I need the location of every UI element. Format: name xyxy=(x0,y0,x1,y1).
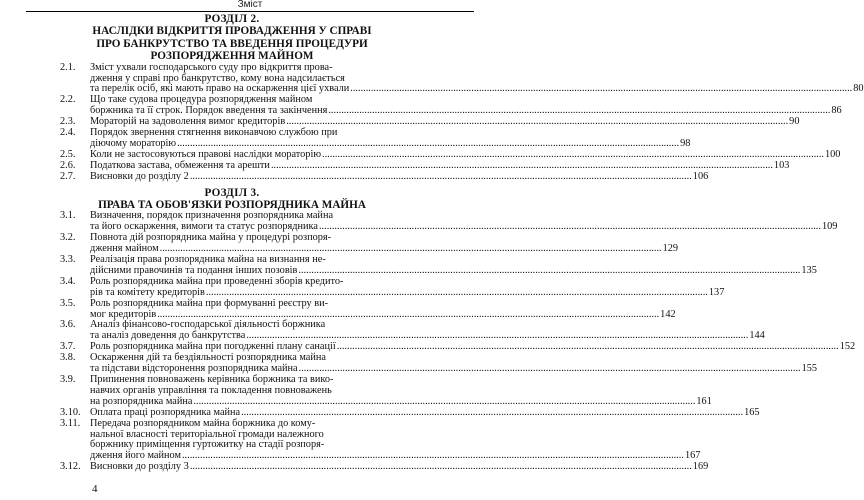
page-number: 4 xyxy=(92,483,98,495)
toc-entry-line: Припинення повноважень керівника боржника та вико- xyxy=(90,374,334,385)
toc-entry-number: 3.4. xyxy=(60,275,76,287)
toc-entry-line: дження майном xyxy=(90,243,159,255)
toc-entry-line: та підстави відсторонення розпорядника майна xyxy=(90,363,298,375)
dot-leader xyxy=(299,364,801,375)
section-title-line: ПРАВА ТА ОБОВ'ЯЗКИ РОЗПОРЯДНИКА МАЙНА xyxy=(98,199,366,211)
toc-entry[interactable] xyxy=(60,127,691,150)
toc-entry-number: 3.5. xyxy=(60,297,76,309)
toc-entry[interactable] xyxy=(60,417,701,463)
toc-entry-line: боржника та її строк. Порядок введення та закінчення xyxy=(90,105,328,117)
dot-leader xyxy=(319,222,821,233)
dot-leader xyxy=(337,342,839,353)
section-number: РОЗДІЛ 3. xyxy=(204,186,260,199)
toc-entry-number: 3.10. xyxy=(60,406,81,418)
toc-entry-text xyxy=(90,375,712,408)
toc-entry-page: 167 xyxy=(684,450,701,462)
toc-entry-line: боржнику приміщення гуртожитку на стадії розпоря- xyxy=(90,439,325,451)
toc-entry-number: 3.2. xyxy=(60,232,76,244)
toc-entry-page: 135 xyxy=(801,264,817,276)
toc-entry-line: навчих органів управління та покладення повноважень xyxy=(90,384,332,396)
toc-entry[interactable] xyxy=(60,94,842,117)
toc-entry-number: 2.2. xyxy=(60,94,76,106)
toc-entry-lastline xyxy=(90,408,760,419)
toc-entry-page: 98 xyxy=(680,137,691,149)
toc-entry[interactable] xyxy=(60,61,864,96)
toc-entry-number: 3.12. xyxy=(60,461,81,473)
toc-entry-number: 3.7. xyxy=(60,341,76,353)
toc-entry-text xyxy=(90,211,837,233)
toc-entry[interactable] xyxy=(60,461,709,473)
toc-entry-text xyxy=(90,408,760,419)
toc-entry-line: та його оскарження, вимоги та статус розпорядника xyxy=(90,221,318,233)
toc-entry-text xyxy=(90,172,708,183)
toc-entry-number: 2.4. xyxy=(60,127,76,139)
toc-entry-number: 2.5. xyxy=(60,148,76,160)
toc-entry-line: Мораторій на задоволення вимог кредиторів xyxy=(90,116,286,128)
toc-entry-line: Висновки до розділу 3 xyxy=(90,461,189,473)
toc-entry[interactable] xyxy=(60,352,818,375)
toc-entry-line: Порядок звернення стягнення виконавчою службою при xyxy=(90,127,338,139)
header-rule xyxy=(26,11,474,12)
toc-entry-page: 129 xyxy=(662,243,679,255)
toc-entry-text xyxy=(90,277,724,299)
toc-entry-text xyxy=(90,63,864,96)
toc-entry-lastline xyxy=(90,462,708,473)
toc-entry-page: 106 xyxy=(692,170,709,182)
toc-entry[interactable] xyxy=(60,232,679,255)
dot-leader xyxy=(298,266,800,277)
toc-entry-line: діючому мораторію xyxy=(90,137,177,149)
toc-entry-page: 109 xyxy=(821,221,838,233)
section-title xyxy=(60,13,404,63)
toc-entry-line: Що таке судова процедура розпорядження майном xyxy=(90,94,313,106)
section-number: РОЗДІЛ 2. xyxy=(204,13,260,25)
toc-entry-page: 90 xyxy=(789,116,800,128)
toc-entry-page: 103 xyxy=(773,159,790,171)
toc-entry-number: 2.1. xyxy=(60,61,76,73)
toc-entry-page: 165 xyxy=(744,406,760,418)
section-title-line: НАСЛІДКИ ВІДКРИТТЯ ПРОВАДЖЕННЯ У СПРАВІ xyxy=(92,25,372,38)
toc-entry-text xyxy=(90,95,842,117)
toc-entry-lastline xyxy=(90,172,708,183)
toc-entry-line: Передача розпорядником майна боржника до кому- xyxy=(90,417,316,429)
toc-entry-line: Коли не застосовуються правові наслідки мораторію xyxy=(90,148,322,160)
toc-entry-page: 169 xyxy=(692,461,709,473)
toc-entry-page: 100 xyxy=(825,148,841,160)
dot-leader xyxy=(190,462,692,473)
toc-entry-text xyxy=(90,320,765,342)
toc-entry-line: та перелік осіб, які мають право на оскарження цієї ухвали xyxy=(90,83,350,95)
toc-entry-page: 161 xyxy=(696,395,712,407)
toc-entry-page: 155 xyxy=(801,363,818,375)
toc-entry-line: на розпорядника майна xyxy=(90,395,193,407)
toc-entry-line: та аналіз доведення до банкрутства xyxy=(90,330,246,342)
toc-entry-line: Висновки до розділу 2 xyxy=(90,170,189,182)
toc-entry-line: Податкова застава, обмеження та арешти xyxy=(90,159,270,171)
toc-entry-number: 2.6. xyxy=(60,159,76,171)
toc-entry-line: Визначення, порядок призначення розпорядника майна xyxy=(90,210,334,222)
toc-entry[interactable] xyxy=(60,297,676,321)
toc-entry[interactable] xyxy=(60,319,765,342)
toc-entry[interactable] xyxy=(60,374,712,408)
toc-list xyxy=(60,61,864,183)
toc-entry-text xyxy=(90,353,817,375)
toc-entry-page: 144 xyxy=(749,330,765,342)
toc-entry-number: 3.8. xyxy=(60,352,76,364)
table-of-contents xyxy=(60,13,864,473)
toc-entry-text xyxy=(90,255,817,277)
dot-leader xyxy=(241,408,743,419)
toc-entry-text xyxy=(90,128,690,150)
toc-entry-line: дійсними правочинів та подання інших позовів xyxy=(90,264,298,276)
toc-entry-line: Роль розпорядника майна при формуванні реєстру ви- xyxy=(90,297,329,309)
toc-entry-number: 3.6. xyxy=(60,319,76,331)
dot-leader xyxy=(286,117,788,128)
toc-entry-line: Оплата праці розпорядника майна xyxy=(90,406,241,418)
toc-entry-line: нальної власності територіальної громади належного xyxy=(90,428,324,440)
section-title-line: РОЗПОРЯДЖЕННЯ МАЙНОМ xyxy=(150,50,314,63)
dot-leader xyxy=(190,172,692,183)
toc-entry-line: Роль розпорядника майна при погодженні плану санації xyxy=(90,341,336,353)
toc-entry-number: 3.3. xyxy=(60,254,76,266)
toc-entry[interactable] xyxy=(60,210,838,233)
toc-entry-number: 3.11. xyxy=(60,417,81,429)
toc-entry-number: 2.7. xyxy=(60,170,76,182)
toc-entry-line: Оскарження дій та бездіяльності розпорядника майна xyxy=(90,352,326,364)
dot-leader xyxy=(350,84,852,95)
toc-entry-line: мог кредиторів xyxy=(90,308,157,320)
toc-entry-text xyxy=(90,299,676,321)
toc-entry-number: 3.1. xyxy=(60,210,76,222)
toc-entry-text xyxy=(90,462,708,473)
section-title xyxy=(60,187,404,212)
header-label: Зміст xyxy=(237,0,263,10)
toc-entry-text xyxy=(90,233,678,255)
toc-entry[interactable] xyxy=(60,254,817,277)
toc-entry-line: Повнота дій розпорядника майна у процедурі розпоря- xyxy=(90,232,332,244)
toc-entry-number: 3.9. xyxy=(60,374,76,385)
toc-entry-line: Роль розпорядника майна при проведенні зборів кредито- xyxy=(90,275,344,287)
toc-list xyxy=(60,210,856,473)
toc-entry-page: 137 xyxy=(708,286,725,298)
toc-entry-line: Зміст ухвали господарського суду про відкриття прова- xyxy=(90,61,333,73)
toc-entry-line: рів та комітету кредиторів xyxy=(90,286,205,298)
section-title-line: ПРО БАНКРУТСТВО ТА ВВЕДЕННЯ ПРОЦЕДУРИ xyxy=(96,37,368,50)
toc-entry-line: Аналіз фінансово-господарської діяльності боржника xyxy=(90,319,326,331)
toc-entry-page: 86 xyxy=(831,105,842,117)
toc-entry[interactable] xyxy=(60,170,709,183)
toc-entry-page: 152 xyxy=(839,341,856,353)
toc-entry[interactable] xyxy=(60,406,760,419)
toc-entry-number: 2.3. xyxy=(60,116,76,128)
toc-entry-text xyxy=(90,419,700,463)
toc-entry-line: Реалізація права розпорядника майна на визнання не- xyxy=(90,254,326,266)
toc-entry-line: дження його майном xyxy=(90,450,181,462)
toc-entry-page: 142 xyxy=(660,308,676,320)
toc-entry-line: дження у справі про банкрутство, кому вона надсилається xyxy=(90,72,345,84)
toc-entry-page: 80 xyxy=(853,83,864,95)
toc-entry[interactable] xyxy=(60,275,725,299)
